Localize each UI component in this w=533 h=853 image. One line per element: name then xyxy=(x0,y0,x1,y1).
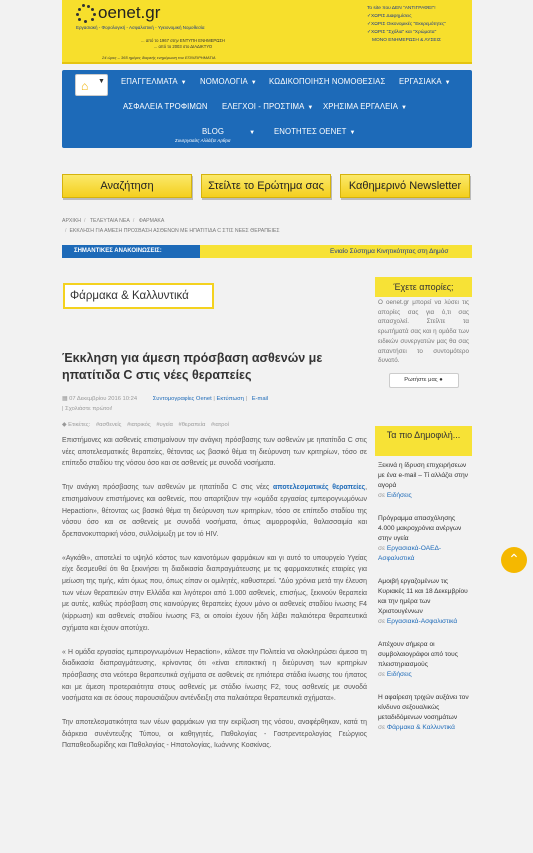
chevron-down-icon: ▼ xyxy=(250,80,257,86)
chevron-down-icon: ▼ xyxy=(401,105,408,111)
chat-icon: ● xyxy=(439,376,443,383)
main-nav xyxy=(62,70,472,148)
ask-question-button[interactable]: Στείλτε το Ερώτημα σας xyxy=(201,174,331,198)
popular-item[interactable]: Αμοιβή εργαζομένων τις Κυριακές 11 και 18 Δεκεμβρίου και την ημέρα των Χριστουγέννων σε Εργασιακά-Ασφαλιστικά xyxy=(378,578,468,625)
article-meta: ▦ 07 Δεκεμβρίου 2016 10:24 Συντομογραφίες Oenet | Εκτύπωση | E-mail | Σχολιάστε πρώτοι! xyxy=(62,396,269,412)
article-title: Έκκληση για άμεση πρόσβαση ασθενών με ηπατίτιδα C στις νέες θεραπείες xyxy=(62,351,323,382)
calendar-icon: ▦ xyxy=(62,396,68,402)
popular-title: Τα πιο Δημοφιλή... xyxy=(375,426,472,456)
article-paragraph: Την ανάγκη πρόσβασης των ασθενών με ηπατίτιδα C στις νέες αποτελεσματικές θεραπείες, επισημαίνουν επιστήμονες και ασθενείς, που απαρτίζουν την «ομάδα εργασίας εμπειρογνωμόνων Hepaction», θέτοντας ως βασικό θέμα τη διεύρυνση των κριτηρίων, τόσο σε επίπεδο σταδίου της νόσου όσο και σε ασθενείς με συνοδά νοσήματα, όπως αιμορροφιλία, θαλασσαιμία και δρεπανοκυτταρική νόσο, συλλοίμωξη με τον ιό HIV. xyxy=(62,484,367,538)
article-body xyxy=(62,435,367,764)
chevron-down-icon: ▼ xyxy=(249,130,256,136)
tags-label: Ετικέτες: xyxy=(68,422,91,428)
questions-title: Έχετε απορίες; xyxy=(375,277,472,297)
category-heading: Φάρμακα & Καλλυντικά xyxy=(63,283,214,309)
promo-item: ΜΟΝΟ ΕΝΗΜΕΡΩΣΗ & ΛΥΣΕΙΣ xyxy=(372,38,441,43)
questions-text: Ο oenet.gr μπορεί να λύσει τις απορίες σας για ό,τι σας απασχολεί. Στείλτε τα ερωτήματά σας και η ομάδα των ειδικών συνεργατών μας θα σας απαντήσει το συντομότερο δυνατό. xyxy=(378,299,469,365)
subline-web: ... από το 2003 στο ΔΙΑΔΙΚΤΥΟ xyxy=(153,43,213,49)
article-tags xyxy=(62,422,229,428)
promo-item: ✓ΧΩΡΙΣ Διαφημίσεις xyxy=(367,14,412,19)
ask-us-button[interactable]: Ρωτήστε μας ● xyxy=(389,373,459,388)
nav-item-blog[interactable]: BLOG ▼ xyxy=(202,127,256,136)
tag-link[interactable]: #θεραπεία xyxy=(178,422,206,428)
announcements-bar xyxy=(62,245,472,258)
home-button[interactable] xyxy=(75,74,108,96)
popular-item[interactable]: Πρόγραμμα απασχόλησης 4.000 μακροχρόνια ανέργων στην υγεία σε Εργασιακά-ΟΑΕΔ-Ασφαλιστικά xyxy=(378,515,462,562)
chevron-down-icon: ▼ xyxy=(349,130,356,136)
tag-link[interactable]: #ιατρικός xyxy=(127,422,151,428)
popular-box xyxy=(375,426,472,746)
nav-item-tools[interactable]: ΧΡΗΣΙΜΑ ΕΡΓΑΛΕΙΑ ▼ xyxy=(323,102,408,111)
popular-list xyxy=(375,456,472,733)
popular-item[interactable]: Ξεκινά η ίδρυση επιχειρήσεων με ένα e-mail – Τί αλλάζει στην αγορά σε Ειδήσεις xyxy=(378,462,468,499)
breadcrumb-home[interactable]: ΑΡΧΙΚΗ xyxy=(62,218,82,224)
tag-link[interactable]: #ασθενείς xyxy=(95,422,122,428)
scroll-top-button[interactable] xyxy=(501,547,527,573)
header-promo xyxy=(367,5,467,45)
popular-item[interactable]: Η αφαίρεση τριχών αυξάνει τον κίνδυνο σεξουαλικώς μεταδιδόμενων νοσημάτων σε Φάρμακα & Καλλυντικά xyxy=(378,694,469,731)
article-inline-link[interactable]: αποτελεσματικές θεραπείες xyxy=(273,484,366,492)
breadcrumb-current: ΕΚΚΛΗΣΗ ΓΙΑ ΑΜΕΣΗ ΠΡΟΣΒΑΣΗ ΑΣΘΕΝΩΝ ΜΕ ΗΠΑΤΙΤΙΔΑ C ΣΤΙΣ ΝΕΕΣ ΘΕΡΑΠΕΙΕΣ xyxy=(69,228,280,234)
site-header xyxy=(62,0,472,64)
email-link[interactable]: E-mail xyxy=(251,396,269,402)
article-paragraph: Επιστήμονες και ασθενείς επισημαίνουν την ανάγκη πρόσβασης των ασθενών με ηπατίτιδα C στις νέες αποτελεσματικές θεραπείες, θέτοντας ως βασικό θέμα τη διεύρυνση των κριτηρίων, τόσο σε επίπεδο σταδίου της νόσου όσο και σε ασθενείς με συνοδά νοσήματα. xyxy=(62,437,367,468)
site-subline xyxy=(108,38,258,49)
article-paragraph: Την αποτελεσματικότητα των νέων φαρμάκων για την εκρίζωση της νόσου, αναφέρθηκαν, κατά τη διάρκεια συνέντευξης Τύπου, οι καθηγητές, Παθολογίας - Γαστρεντερολογίας Γεώργιος Παπαθεοδωρίδης και Παθολογίας - Ηπατολογίας, Ιωάννης Κοσκίνας. xyxy=(62,719,367,750)
tag-icon: ◆ xyxy=(62,422,67,428)
home-icon: ⌂ xyxy=(81,79,89,93)
newsletter-button[interactable]: Καθημερινό Newsletter xyxy=(340,174,470,198)
nav-item-inspections[interactable]: ΕΛΕΓΧΟΙ - ΠΡΟΣΤΙΜΑ ▼ xyxy=(222,102,314,111)
print-link[interactable]: Εκτύπωση xyxy=(216,396,244,402)
chevron-down-icon: ▼ xyxy=(307,105,314,111)
subline-print: ... από το 1967 στην ΕΝΤΥΠΗ ΕΝΗΜΕΡΩΣΗ xyxy=(141,38,225,43)
announcements-ticker[interactable]: Ενιαίο Σύστημα Κινητικότητας στη Δημόσ xyxy=(330,248,449,255)
questions-box xyxy=(375,277,472,388)
comments-link[interactable]: Σχολιάστε πρώτοι! xyxy=(65,406,113,412)
breadcrumb-news[interactable]: ΤΕΛΕΥΤΑΙΑ ΝΕΑ xyxy=(89,218,130,224)
nav-item-codification[interactable]: ΚΩΔΙΚΟΠΟΙΗΣΗ ΝΟΜΟΘΕΣΙΑΣ xyxy=(269,77,386,86)
nav-item-sections[interactable]: ΕΝΟΤΗΤΕΣ OENET ▼ xyxy=(274,127,356,136)
blog-subtitle: Συνεργασίες Αλλάξτε Αρθρα xyxy=(175,138,231,143)
author-link[interactable]: Συντομογραφίες Oenet xyxy=(152,396,212,402)
chevron-down-icon: ▼ xyxy=(98,78,105,85)
tag-link[interactable]: #υγεία xyxy=(156,422,173,428)
article-paragraph: « Η ομάδα εργασίας εμπειρογνωμόνων Hepaction», κάλεσε την Πολιτεία να ολοκληρώσει άμεσα τη διαδικασία διαπραγμάτευσης, κρίνοντας ότι «είναι επιτακτική η διεύρυνση των κριτηρίων πρόσβασης στα νεότερα θεραπευτικά σχήματα σε ασθενείς σε ηπιότερα στάδια ίνωσης του ήπατος και με άμεση προτεραιότητα στους ασθενείς με στάδιο ίνωσης F2, τους ασθενείς με συνοδά νοσήματα και σε όσους παρουσιάζουν αντένδειξη στα παλαιότερα θεραπευτικά σχήματα». xyxy=(62,648,367,703)
nav-item-professions[interactable]: ΕΠΑΓΓΕΛΜΑΤΑ ▼ xyxy=(121,77,187,86)
breadcrumb: ΑΡΧΙΚΗ / ΤΕΛΕΥΤΑΙΑ ΝΕΑ / ΦΑΡΜΑΚΑ / ΕΚΚΛΗΣΗ ΓΙΑ ΑΜΕΣΗ ΠΡΟΣΒΑΣΗ ΑΣΘΕΝΩΝ ΜΕ ΗΠΑΤΙΤΙΔΑ C ΣΤΙΣ ΝΕΕΣ ΘΕΡΑΠΕΙΕΣ xyxy=(62,218,280,234)
announcements-label: ΣΗΜΑΝΤΙΚΕΣ ΑΝΑΚΟΙΝΩΣΕΙΣ: xyxy=(62,245,200,258)
breadcrumb-category[interactable]: ΦΑΡΜΑΚΑ xyxy=(138,218,165,224)
site-logo[interactable]: oenet.gr xyxy=(98,3,161,22)
chevron-up-icon: ⌃ xyxy=(508,551,520,567)
search-button[interactable]: Αναζήτηση xyxy=(62,174,192,198)
nav-item-case-law[interactable]: ΝΟΜΟΛΟΓΙΑ ▼ xyxy=(200,77,257,86)
chevron-down-icon: ▼ xyxy=(444,80,451,86)
site-tagline: Εργασιακή - Φορολογική - Ασφαλιστική - Υγειονομική Νομοθεσία xyxy=(76,25,205,30)
nav-item-labour[interactable]: ΕΡΓΑΣΙΑΚΑ ▼ xyxy=(399,77,451,86)
promo-item: ✓ΧΩΡΙΣ "Σχόλια" και "Χρώματα" xyxy=(367,30,437,35)
article-date: 07 Δεκεμβρίου 2016 10:24 xyxy=(69,396,138,402)
promo-title: Το site που ΔΕΝ "ΑΝΤΙΓΡΑΦΕΙ"! xyxy=(367,6,436,11)
article-paragraph: «Αγκάθι», αποτελεί το υψηλό κόστος των καινοτόμων φαρμάκων και γι αυτό το υπουργείο Υγείας είχε δεσμευθεί ότι θα ξεκινήσει τη διαδικασία διαπραγμάτευσης με τις φαρμακευτικές εταιρίες για μείωση της τιμής, κάτι όμως που, όπως είπαν οι ομιλητές, καθυστερεί. "Δύο χρόνια μετά την έλευση των νέων θεραπειών στην Ελλάδα και λιγότεροι από 1.000 ασθενείς, επισήως, ξεκινούν θεραπεία με αυτές, καθώς πρόσβαση στις καινούργιες θεραπείες έχουν μόνο οι ασθενείς σταδίου ίνωσης F4 (κίρρωση) και ασθενείς σταδίου ίνωσης F3, οι οποίοι έχουν ήδη λάβει παλαιότερα θεραπευτικά σχήματα και έχουν αποτύχει. xyxy=(62,554,367,632)
chevron-down-icon: ▼ xyxy=(180,80,187,86)
site-foot-line: 24 ώρες – 365 ημέρες διαρκής ενημέρωση του ΕΠΙΧΕΙΡΗΜΑΤΙΑ xyxy=(102,55,216,60)
popular-item[interactable]: Απέχουν σήμερα οι συμβολαιογράφοι από τους πλειστηριασμούς σε Ειδήσεις xyxy=(378,641,458,678)
promo-item: ✓ΧΩΡΙΣ Οικονομικές "Εκκρεμότητες" xyxy=(367,22,447,27)
logo-dots-icon xyxy=(76,4,96,22)
nav-item-food-safety[interactable]: ΑΣΦΑΛΕΙΑ ΤΡΟΦΙΜΩΝ xyxy=(123,102,208,111)
tag-link[interactable]: #ιατροί xyxy=(211,422,229,428)
